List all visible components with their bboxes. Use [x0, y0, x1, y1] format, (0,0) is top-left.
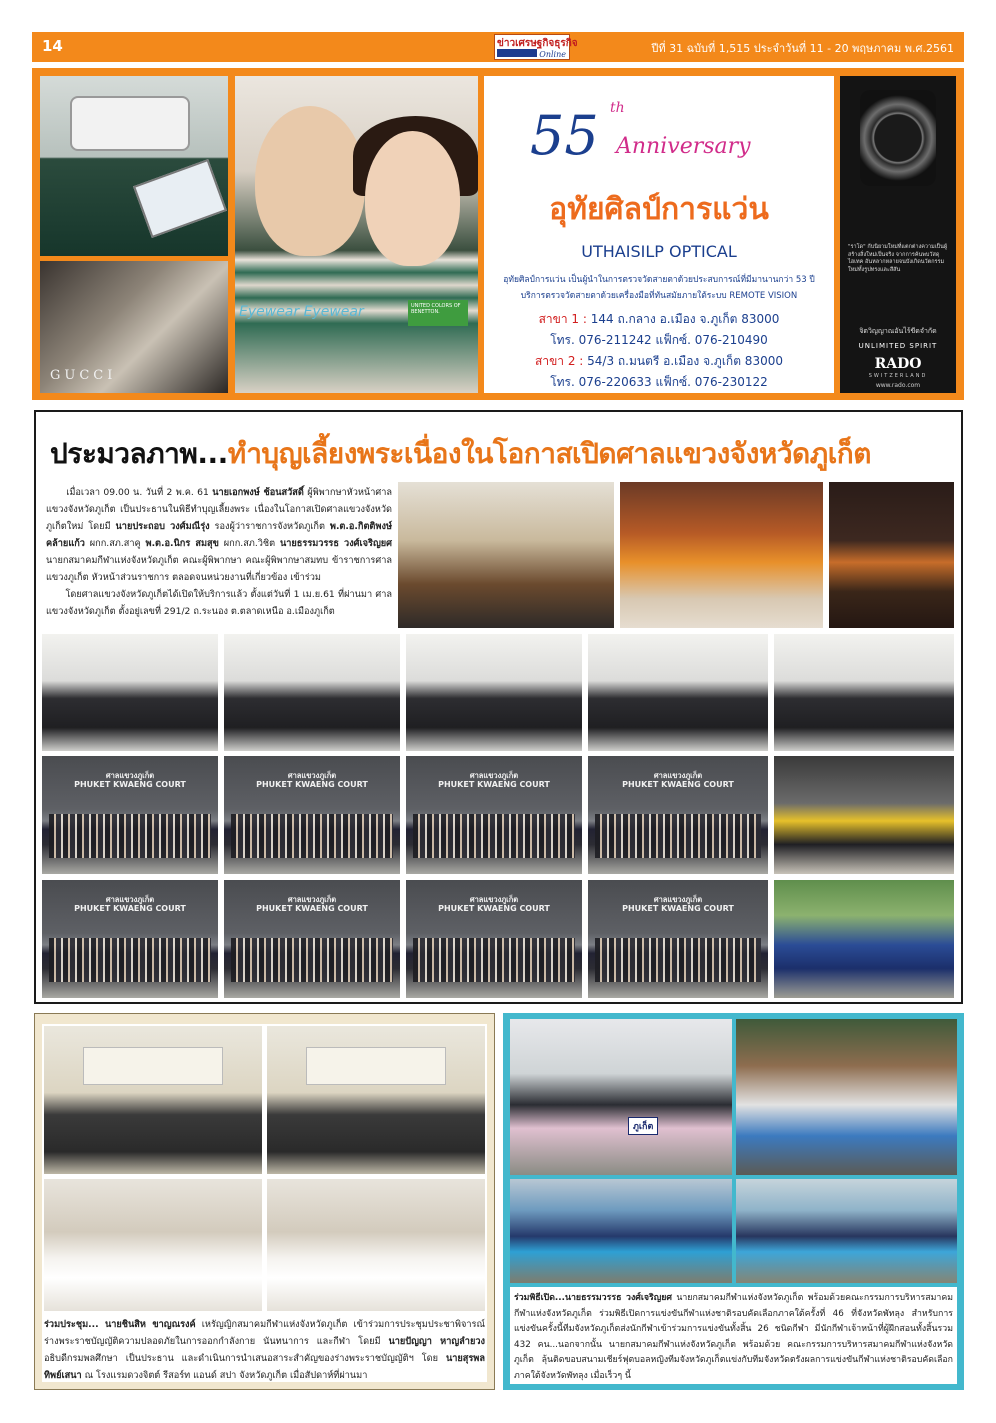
- watch-image: [860, 90, 936, 186]
- branch-2-label: สาขา 2 :: [535, 354, 584, 368]
- award-photo: [774, 756, 954, 874]
- rado-caption: "ราโด" กับนิยามใหม่ที่แตกต่างความเป็นผู้สร้างสิ่งใหม่เป็นจริง จากการค้นพบวัสดุไฮเทค อันหลากหลายจนบังเกิดนวัตกรรมใหม่ทั้งรูปทรงและสีสัน: [848, 244, 948, 274]
- seminar-photo-1: [44, 1026, 262, 1174]
- court-sign-thai: ศาลแขวงภูเก็ต: [469, 771, 519, 780]
- logo-online: Online: [539, 50, 566, 59]
- eye-exam-photo: [40, 76, 228, 256]
- brand-name-english: UTHAISILP OPTICAL: [581, 242, 737, 261]
- p1-name-1: นายเอกพงษ์ ช้อนสวัสดิ์: [212, 487, 304, 498]
- branch-1-address: 144 ถ.กลาง อ.เมือง จ.ภูเก็ต 83000: [590, 312, 780, 326]
- issue-info: ปีที่ 31 ฉบับที่ 1,515 ประจำวันที่ 11 - 20 พฤษภาคม พ.ศ.2561: [651, 42, 954, 55]
- p1-name-3: พ.ต.อ.กิตติพงษ์ คล้ายแก้ว: [46, 521, 392, 549]
- court-group-photo-2: [224, 756, 400, 874]
- brand-name-thai: อุทัยศิลป์การแว่น: [549, 192, 769, 227]
- court-sign-english: PHUKET KWAENG COURT: [622, 780, 734, 789]
- p1-text-f: ผกก.สภ.วิชิต: [218, 538, 280, 549]
- court-group-photo-8: [588, 880, 768, 998]
- meeting-caption-text: เหรัญญิกสมาคมกีฬาแห่งจังหวัดภูเก็ต เข้าร่วมการประชุมประชาพิจารณ์ ร่างพระราชบัญญัติความปลอดภัยในการออกกำลังกาย นันทนาการ และกีฬา โดยมี: [44, 1319, 485, 1347]
- tagline-1: อุทัยศิลป์การแว่น เป็นผู้นำในการตรวจวัดสายตาด้วยประสบการณ์ที่มีมานานกว่า 53 ปี: [503, 275, 815, 285]
- logo-title: ข่าวเศรษฐกิจธุรกิจ: [497, 38, 578, 49]
- court-sign-english: PHUKET KWAENG COURT: [438, 780, 550, 789]
- feature-body: [46, 484, 392, 620]
- rado-ad: [840, 76, 956, 393]
- anniversary-word: Anniversary: [616, 134, 751, 159]
- sports-article: [503, 1013, 964, 1390]
- branch-1-phone: โทร. 076-211242 แฟ็กซ์. 076-210490: [550, 333, 768, 347]
- meeting-caption-name-2: นายปัญญา หาญลำยวง: [388, 1336, 485, 1347]
- p1-text-c: ผู้พิพากษาหัวหน้าศาลแขวงจังหวัดภูเก็ต เป็นประธานในพิธีทำบุญเลี้ยงพระ เนื่องในโอกาสเปิดศาลแขวงจังหวัดภูเก็ตใหม่ โดยมี: [46, 487, 392, 532]
- court-sign-thai: ศาลแขวงภูเก็ต: [105, 771, 155, 780]
- p1-text-a: เมื่อเวลา 09.00 น. วันที่ 2 พ.ค. 61: [66, 487, 213, 498]
- meeting-caption-text-2: อธิบดีกรมพลศึกษา เป็นประธาน และดำเนินการนำเสนอสาระสำคัญของร่างพระราชบัญญัติฯ โดย: [44, 1353, 446, 1364]
- court-sign-english: PHUKET KWAENG COURT: [74, 780, 186, 789]
- guests-photo-4: [588, 634, 768, 751]
- meeting-caption-name-3: นายสุรพล ทิพย์เสนา: [44, 1353, 485, 1381]
- opening-ceremony-photo: [510, 1019, 732, 1175]
- crowd-shape: [49, 938, 211, 982]
- meeting-caption: [44, 1316, 485, 1384]
- court-sign-thai: ศาลแขวงภูเก็ต: [653, 895, 703, 904]
- gucci-text: GUCCI: [50, 368, 117, 383]
- guests-photo-5: [774, 634, 954, 751]
- feature-article: [34, 410, 963, 1004]
- court-group-photo-7: [406, 880, 582, 998]
- court-sign-thai: ศาลแขวงภูเก็ต: [653, 771, 703, 780]
- rado-spirit-english: UNLIMITED SPIRIT: [858, 342, 938, 350]
- crowd-shape: [595, 814, 761, 858]
- anniversary-suffix: th: [610, 100, 625, 116]
- monk-photo: [620, 482, 823, 628]
- seminar-photo-2: [267, 1026, 485, 1174]
- anniversary-number: 55: [530, 104, 599, 167]
- court-sign-thai: ศาลแขวงภูเก็ต: [287, 771, 337, 780]
- court-group-photo-4: [588, 756, 768, 874]
- p1-text-d: รองผู้ว่าราชการจังหวัดภูเก็ต: [209, 521, 330, 532]
- advertisement-band: [32, 68, 964, 400]
- sports-caption: [510, 1287, 957, 1384]
- p1-name-2: นายประถอบ วงศ์มณีรุ่ง: [115, 521, 210, 532]
- p2-text: โดยศาลแขวงจังหวัดภูเก็ตได้เปิดให้บริการแล้ว ตั้งแต่วันที่ 1 เม.ย.61 ที่ผ่านมา ศาลแขวงจังหวัดภูเก็ต ตั้งอยู่เลขที่ 291/2 ถ.ระนอง ต.ตลาดเหนือ อ.เมืองภูเก็ต: [46, 589, 392, 617]
- meeting-caption-text-3: ณ โรงแรมดวงจิตต์ รีสอร์ท แอนด์ สปา จังหวัดภูเก็ต เมื่อสัปดาห์ที่ผ่านมา: [81, 1370, 368, 1381]
- court-sign-english: PHUKET KWAENG COURT: [256, 780, 368, 789]
- meeting-inner: [42, 1024, 487, 1382]
- gucci-ad-photo: [40, 261, 228, 393]
- p1-text-g: นายกสมาคมกีฬาแห่งจังหวัดภูเก็ต คณะผู้พิพากษา คณะผู้พิพากษาสมทบ ข้าราชการศาลแขวงภูเก็ต หัวหน้าส่วนราชการ ตลอดจนหน่วยงานที่เกี่ยวข้อง เข้าร่วม: [46, 555, 392, 583]
- feature-headline: [50, 432, 871, 476]
- court-group-photo-3: [406, 756, 582, 874]
- greeting-photo: [774, 880, 954, 998]
- newspaper-logo: [494, 34, 578, 60]
- seminar-photo-4: [267, 1179, 485, 1311]
- benetton-logo: UNITED COLORS OF BENETTON.: [408, 300, 468, 326]
- branch-2: [484, 352, 834, 371]
- feature-paragraph-1: [46, 484, 392, 586]
- branch-1-label: สาขา 1 :: [538, 312, 587, 326]
- meeting-article: [34, 1013, 495, 1390]
- branch-2-phone: โทร. 076-220633 แฟ็กซ์. 076-230122: [550, 375, 768, 389]
- rado-spirit-thai: จิตวิญญาณอันไร้ขีดจำกัด: [859, 327, 937, 335]
- feature-inner: [36, 412, 961, 1002]
- court-sign-thai: ศาลแขวงภูเก็ต: [287, 895, 337, 904]
- eyewear-text: Eyewear Eyewear: [239, 304, 364, 320]
- meeting-caption-lead: ร่วมประชุม... นายชินสิห ขาญณรงค์: [44, 1319, 196, 1330]
- crowd-shape: [231, 938, 393, 982]
- model-face-left: [255, 106, 365, 256]
- guests-photo-1: [42, 634, 218, 751]
- p1-name-5: นายธรรมวรรธ วงศ์เจริญยศ: [279, 538, 393, 549]
- page-number: 14: [42, 37, 63, 55]
- seminar-photo-3: [44, 1179, 262, 1311]
- shrine-photo: [829, 482, 954, 628]
- rado-url: www.rado.com: [875, 382, 921, 389]
- p1-text-e: ผกก.สภ.สาคู: [84, 538, 146, 549]
- court-sign-english: PHUKET KWAENG COURT: [74, 904, 186, 913]
- branch-1: [484, 310, 834, 329]
- court-sign-english: PHUKET KWAENG COURT: [438, 904, 550, 913]
- court-sign-english: PHUKET KWAENG COURT: [622, 904, 734, 913]
- sports-caption-lead: ร่วมพิธีเปิด...นายธรรมวรรธ วงศ์เจริญยศ: [514, 1293, 672, 1303]
- sports-caption-text: นายกสมาคมกีฬาแห่งจังหวัดภูเก็ต พร้อมด้วยคณะกรรมการบริหารสมาคมกีฬาแห่งจังหวัดภูเก็ต ร่วมพิธีเปิดการแข่งขันกีฬาแห่งชาติรอบคัดเลือกภาคใต้ครั้งที่ 46 ที่จังหวัดพัทลุง สำหรับการแข่งขันครั้งนี้ทีมจังหวัดภูเก็ตส่งนักกีฬาเข้าร่วมการแข่งขันทั้งสิ้น 26 ชนิดกีฬา มีนักกีฬาเจ้าหน้าที่ผู้ฝึกสอนทั้งสิ้นรวม 432 คน...นอกจากนั้น นายกสมาคมกีฬาแห่งจังหวัดภูเก็ต พร้อมด้วย คณะกรรมการบริหารสมาคมกีฬาแห่งจังหวัดภูเก็ต ลุ้นติดขอบสนามเชียร์ฟุตบอลหญิงทีมจังหวัดภูเก็ตแข่งกับทีมจังหวัดตรังผลการแข่งขันกีฬาแห่งชาติรอบคัดเลือกภาคใต้จังหวัดพัทลุง เมื่อเร็วๆ นี้: [514, 1293, 954, 1381]
- backdrop-shape: [306, 1047, 446, 1085]
- football-sideline-photo: [736, 1019, 957, 1175]
- crowd-shape: [413, 814, 575, 858]
- court-sign-thai: ศาลแขวงภูเก็ต: [105, 895, 155, 904]
- court-group-photo-6: [224, 880, 400, 998]
- headline-main: ทำบุญเลี้ยงพระเนื่องในโอกาสเปิดศาลแขวงจังหวัดภูเก็ต: [227, 437, 871, 470]
- crowd-shape: [413, 938, 575, 982]
- feature-paragraph-2: [46, 586, 392, 620]
- rado-country: SWITZERLAND: [868, 373, 928, 379]
- ceremony-photo: [398, 482, 614, 628]
- crowd-shape: [231, 814, 393, 858]
- crowd-shape: [49, 814, 211, 858]
- phoropter-shape: [70, 96, 190, 151]
- guests-photo-3: [406, 634, 582, 751]
- crowd-shape: [595, 938, 761, 982]
- guests-photo-2: [224, 634, 400, 751]
- uthaisilp-ad: [484, 76, 834, 393]
- court-sign-thai: ศาลแขวงภูเก็ต: [469, 895, 519, 904]
- logo-bar: [497, 49, 537, 57]
- rado-logo: RADO: [874, 356, 922, 372]
- headline-prefix: ประมวลภาพ...: [50, 437, 228, 470]
- model-face-right: [365, 131, 460, 266]
- backdrop-shape: [83, 1047, 223, 1085]
- court-group-photo-5: [42, 880, 218, 998]
- court-sign-english: PHUKET KWAENG COURT: [256, 904, 368, 913]
- team-photo-1: [510, 1179, 732, 1283]
- tagline-2: บริการตรวจวัดสายตาด้วยเครื่องมือที่ทันสมัยภายใต้ระบบ REMOTE VISION: [520, 291, 798, 301]
- page-header: [32, 32, 964, 62]
- phuket-sign: ภูเก็ต: [628, 1117, 658, 1135]
- keypad-shape: [133, 159, 227, 238]
- branch-2-address: 54/3 ถ.มนตรี อ.เมือง จ.ภูเก็ต 83000: [587, 354, 783, 368]
- court-group-photo-1: [42, 756, 218, 874]
- p1-name-4: พ.ต.อ.นิกร สมสุข: [145, 538, 219, 549]
- benetton-ad-photo: [235, 76, 478, 393]
- team-photo-2: [736, 1179, 957, 1283]
